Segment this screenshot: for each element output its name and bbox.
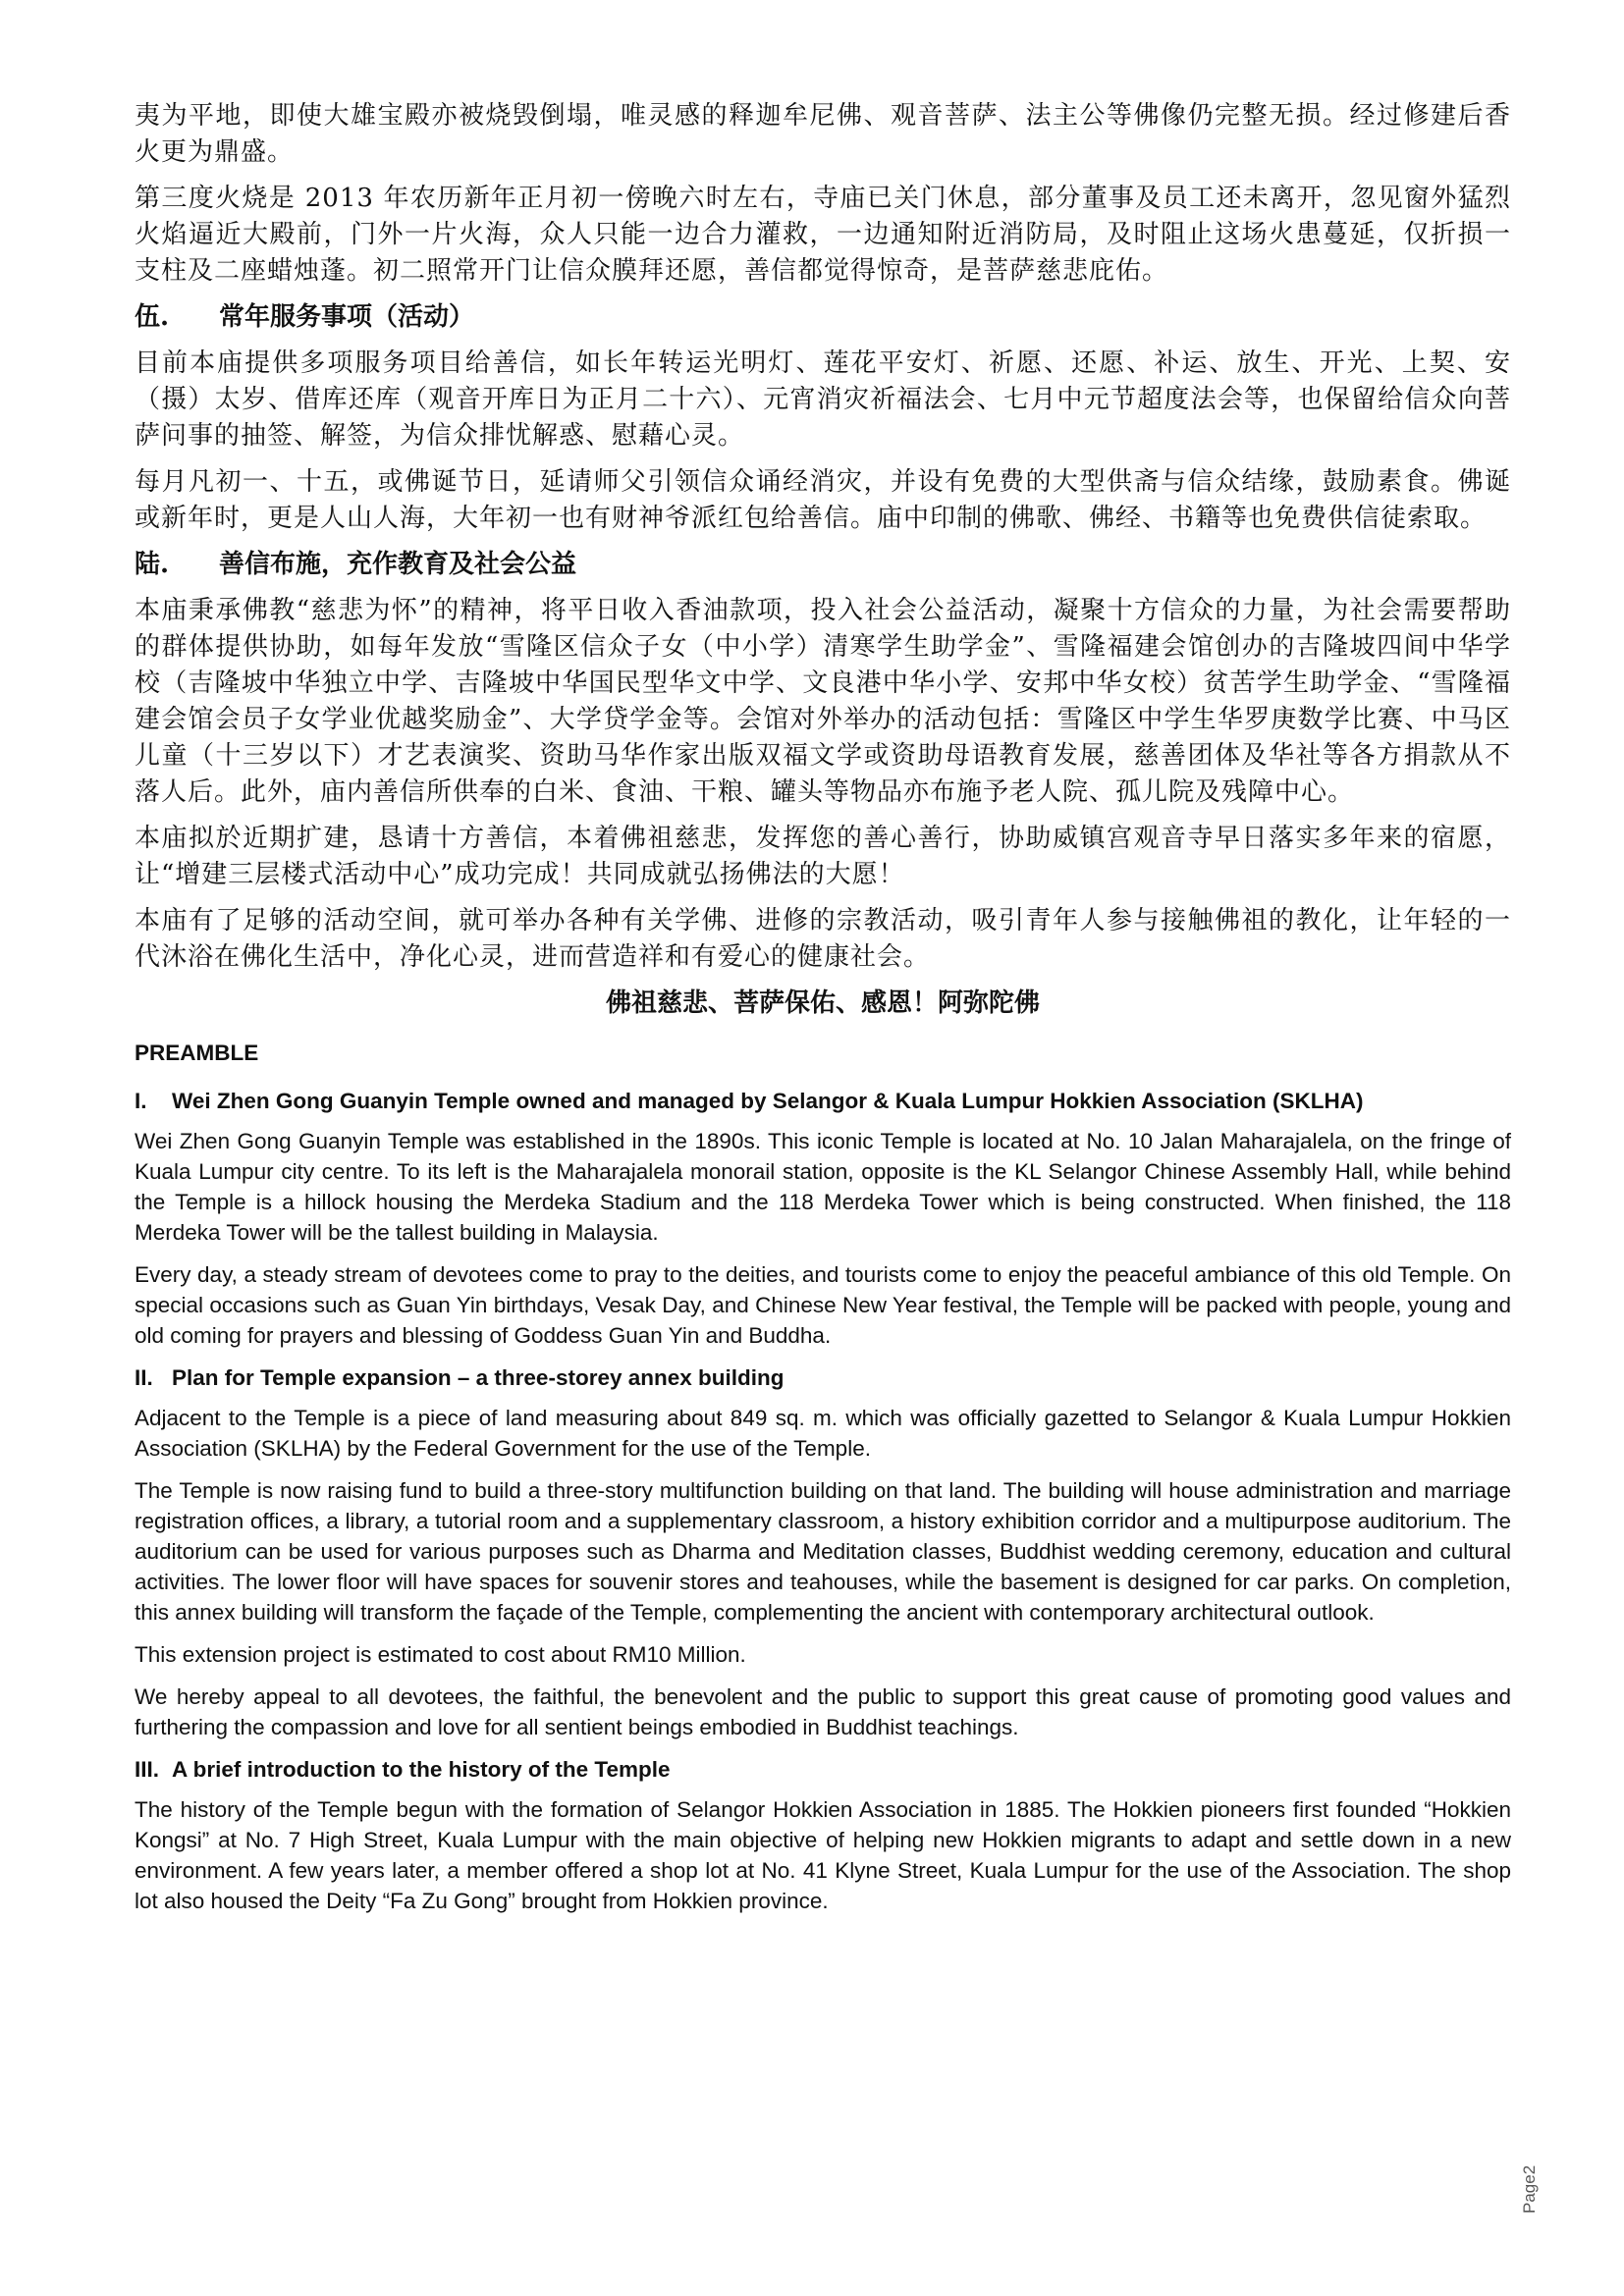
- en-section-1-title: Wei Zhen Gong Guanyin Temple owned and managed by Selangor & Kuala Lumpur Hokkien Association (SKLHA): [172, 1089, 1364, 1113]
- en-paragraph-1: Wei Zhen Gong Guanyin Temple was established in the 1890s. This iconic Temple is located at No. 10 Jalan Maharajalela, on the fringe of Kuala Lumpur city centre. To its left is the Maharajalela monorail station, opposite is the KL Selangor Chinese Assembly Hall, while behind the Temple is a hillock housing the Merdeka Stadium and the 118 Merdeka Tower which is being constructed. When finished, the 118 Merdeka Tower will be the tallest building in Malaysia.: [135, 1129, 1511, 1245]
- en-paragraph-4: The Temple is now raising fund to build a three-story multifunction building on that land. The building will house administration and marriage registration offices, a library, a tutorial room and a supplementary classroom, a history exhibition corridor and a multipurpose auditorium. The auditorium can be used for various purposes such as Dharma and Meditation classes, Buddhist wedding ceremony, education and cultural activities. The lower floor will have spaces for souvenir stores and teahouses, while the basement is designed for car parks. On completion, this annex building will transform the façade of the Temple, complementing the ancient with contemporary architectural outlook.: [135, 1478, 1511, 1625]
- zh-section-5-title: 常年服务事项（活动）: [219, 302, 475, 332]
- en-section-3-heading: [135, 1754, 1511, 1785]
- en-paragraph-3: Adjacent to the Temple is a piece of land measuring about 849 sq. m. which was officially gazetted to Selangor & Kuala Lumpur Hokkien Association (SKLHA) by the Federal Government for the use of the Temple.: [135, 1406, 1511, 1461]
- zh-section-5-heading: [135, 299, 1511, 336]
- zh-paragraph-space: 本庙有了足够的活动空间，就可举办各种有关学佛、进修的宗教活动，吸引青年人参与接触佛祖的教化，让年轻的一代沐浴在佛化生活中，净化心灵，进而营造祥和有爱心的健康社会。: [135, 906, 1511, 972]
- page-number: Page2: [1520, 2164, 1539, 2214]
- en-paragraph-2: Every day, a steady stream of devotees come to pray to the deities, and tourists come to enjoy the peaceful ambiance of this old Temple. On special occasions such as Guan Yin birthdays, Vesak Day, and Chinese New Year festival, the Temple will be packed with people, young and old coming for prayers and blessing of Goddess Guan Yin and Buddha.: [135, 1262, 1511, 1348]
- en-section-2-heading: [135, 1362, 1511, 1393]
- en-section-1-heading: [135, 1086, 1511, 1116]
- zh-section-5-number: 伍.: [135, 302, 170, 332]
- en-section-2-title: Plan for Temple expansion – a three-storey annex building: [172, 1365, 785, 1390]
- preamble-heading: PREAMBLE: [135, 1041, 259, 1065]
- zh-section-6-heading: [135, 547, 1511, 583]
- zh-paragraph-expansion: 本庙拟於近期扩建，恳请十方善信，本着佛祖慈悲，发挥您的善心善行，协助威镇宫观音寺早日落实多年来的宿愿，让“增建三层楼式活动中心”成功完成！共同成就弘扬佛法的大愿！: [135, 824, 1511, 889]
- en-section-3-title: A brief introduction to the history of the Temple: [172, 1757, 671, 1782]
- en-paragraph-5: This extension project is estimated to cost about RM10 Million.: [135, 1642, 746, 1667]
- zh-paragraph-services: 目前本庙提供多项服务项目给善信，如长年转运光明灯、莲花平安灯、祈愿、还愿、补运、放生、开光、上契、安（摄）太岁、借库还库（观音开库日为正月二十六）、元宵消灾祈福法会、七月中元节超度法会等，也保留给信众向菩萨问事的抽签、解签，为信众排忧解惑、慰藉心灵。: [135, 348, 1511, 451]
- en-section-2-number: II.: [135, 1365, 153, 1390]
- en-paragraph-6: We hereby appeal to all devotees, the faithful, the benevolent and the public to support this great cause of promoting good values and furthering the compassion and love for all sentient beings embodied in Buddhist teachings.: [135, 1684, 1511, 1739]
- zh-closing-blessing: 佛祖慈悲、菩萨保佑、感恩！阿弥陀佛: [605, 988, 1040, 1018]
- zh-section-6-number: 陆.: [135, 550, 170, 579]
- en-section-1-number: I.: [135, 1089, 147, 1113]
- zh-section-6-title: 善信布施，充作教育及社会公益: [219, 550, 577, 579]
- zh-paragraph-continued: 夷为平地，即使大雄宝殿亦被烧毁倒塌，唯灵感的释迦牟尼佛、观音菩萨、法主公等佛像仍完整无损。经过修建后香火更为鼎盛。: [135, 101, 1511, 167]
- en-paragraph-7: The history of the Temple begun with the formation of Selangor Hokkien Association in 1885. The Hokkien pioneers first founded “Hokkien Kongsi” at No. 7 High Street, Kuala Lumpur with the main objective of helping new Hokkien migrants to adapt and settle down in a new environment. A few years later, a member offered a shop lot at No. 41 Klyne Street, Kuala Lumpur for the use of the Association. The shop lot also housed the Deity “Fa Zu Gong” brought from Hokkien province.: [135, 1797, 1511, 1913]
- en-section-3-number: III.: [135, 1757, 160, 1782]
- zh-paragraph-charity: 本庙秉承佛教“慈悲为怀”的精神，将平日收入香油款项，投入社会公益活动，凝聚十方信众的力量，为社会需要帮助的群体提供协助，如每年发放“雪隆区信众子女（中小学）清寒学生助学金”、雪隆福建会馆创办的吉隆坡四间中华学校（吉隆坡中华独立中学、吉隆坡中华国民型华文中学、文良港中华小学、安邦中华女校）贫苦学生助学金、“雪隆福建会馆会员子女学业优越奖励金”、大学贷学金等。会馆对外举办的活动包括：雪隆区中学生华罗庚数学比赛、中马区儿童（十三岁以下）才艺表演奖、资助马华作家出版双福文学或资助母语教育发展，慈善团体及华社等各方捐款从不落人后。此外，庙内善信所供奉的白米、食油、干粮、罐头等物品亦布施予老人院、孤儿院及残障中心。: [135, 596, 1511, 807]
- zh-paragraph-third-fire: 第三度火烧是 2013 年农历新年正月初一傍晚六时左右，寺庙已关门休息，部分董事及员工还未离开，忽见窗外猛烈火焰逼近大殿前，门外一片火海，众人只能一边合力灌救，一边通知附近消防局，及时阻止这场火患蔓延，仅折损一支柱及二座蜡烛蓬。初二照常开门让信众膜拜还愿，善信都觉得惊奇，是菩萨慈悲庇佑。: [135, 184, 1511, 286]
- document-page: [135, 98, 1511, 1928]
- zh-paragraph-monthly: 每月凡初一、十五，或佛诞节日，延请师父引领信众诵经消灾，并设有免费的大型供斋与信众结缘，鼓励素食。佛诞或新年时，更是人山人海，大年初一也有财神爷派红包给善信。庙中印制的佛歌、佛经、书籍等也免费供信徒索取。: [135, 467, 1511, 533]
